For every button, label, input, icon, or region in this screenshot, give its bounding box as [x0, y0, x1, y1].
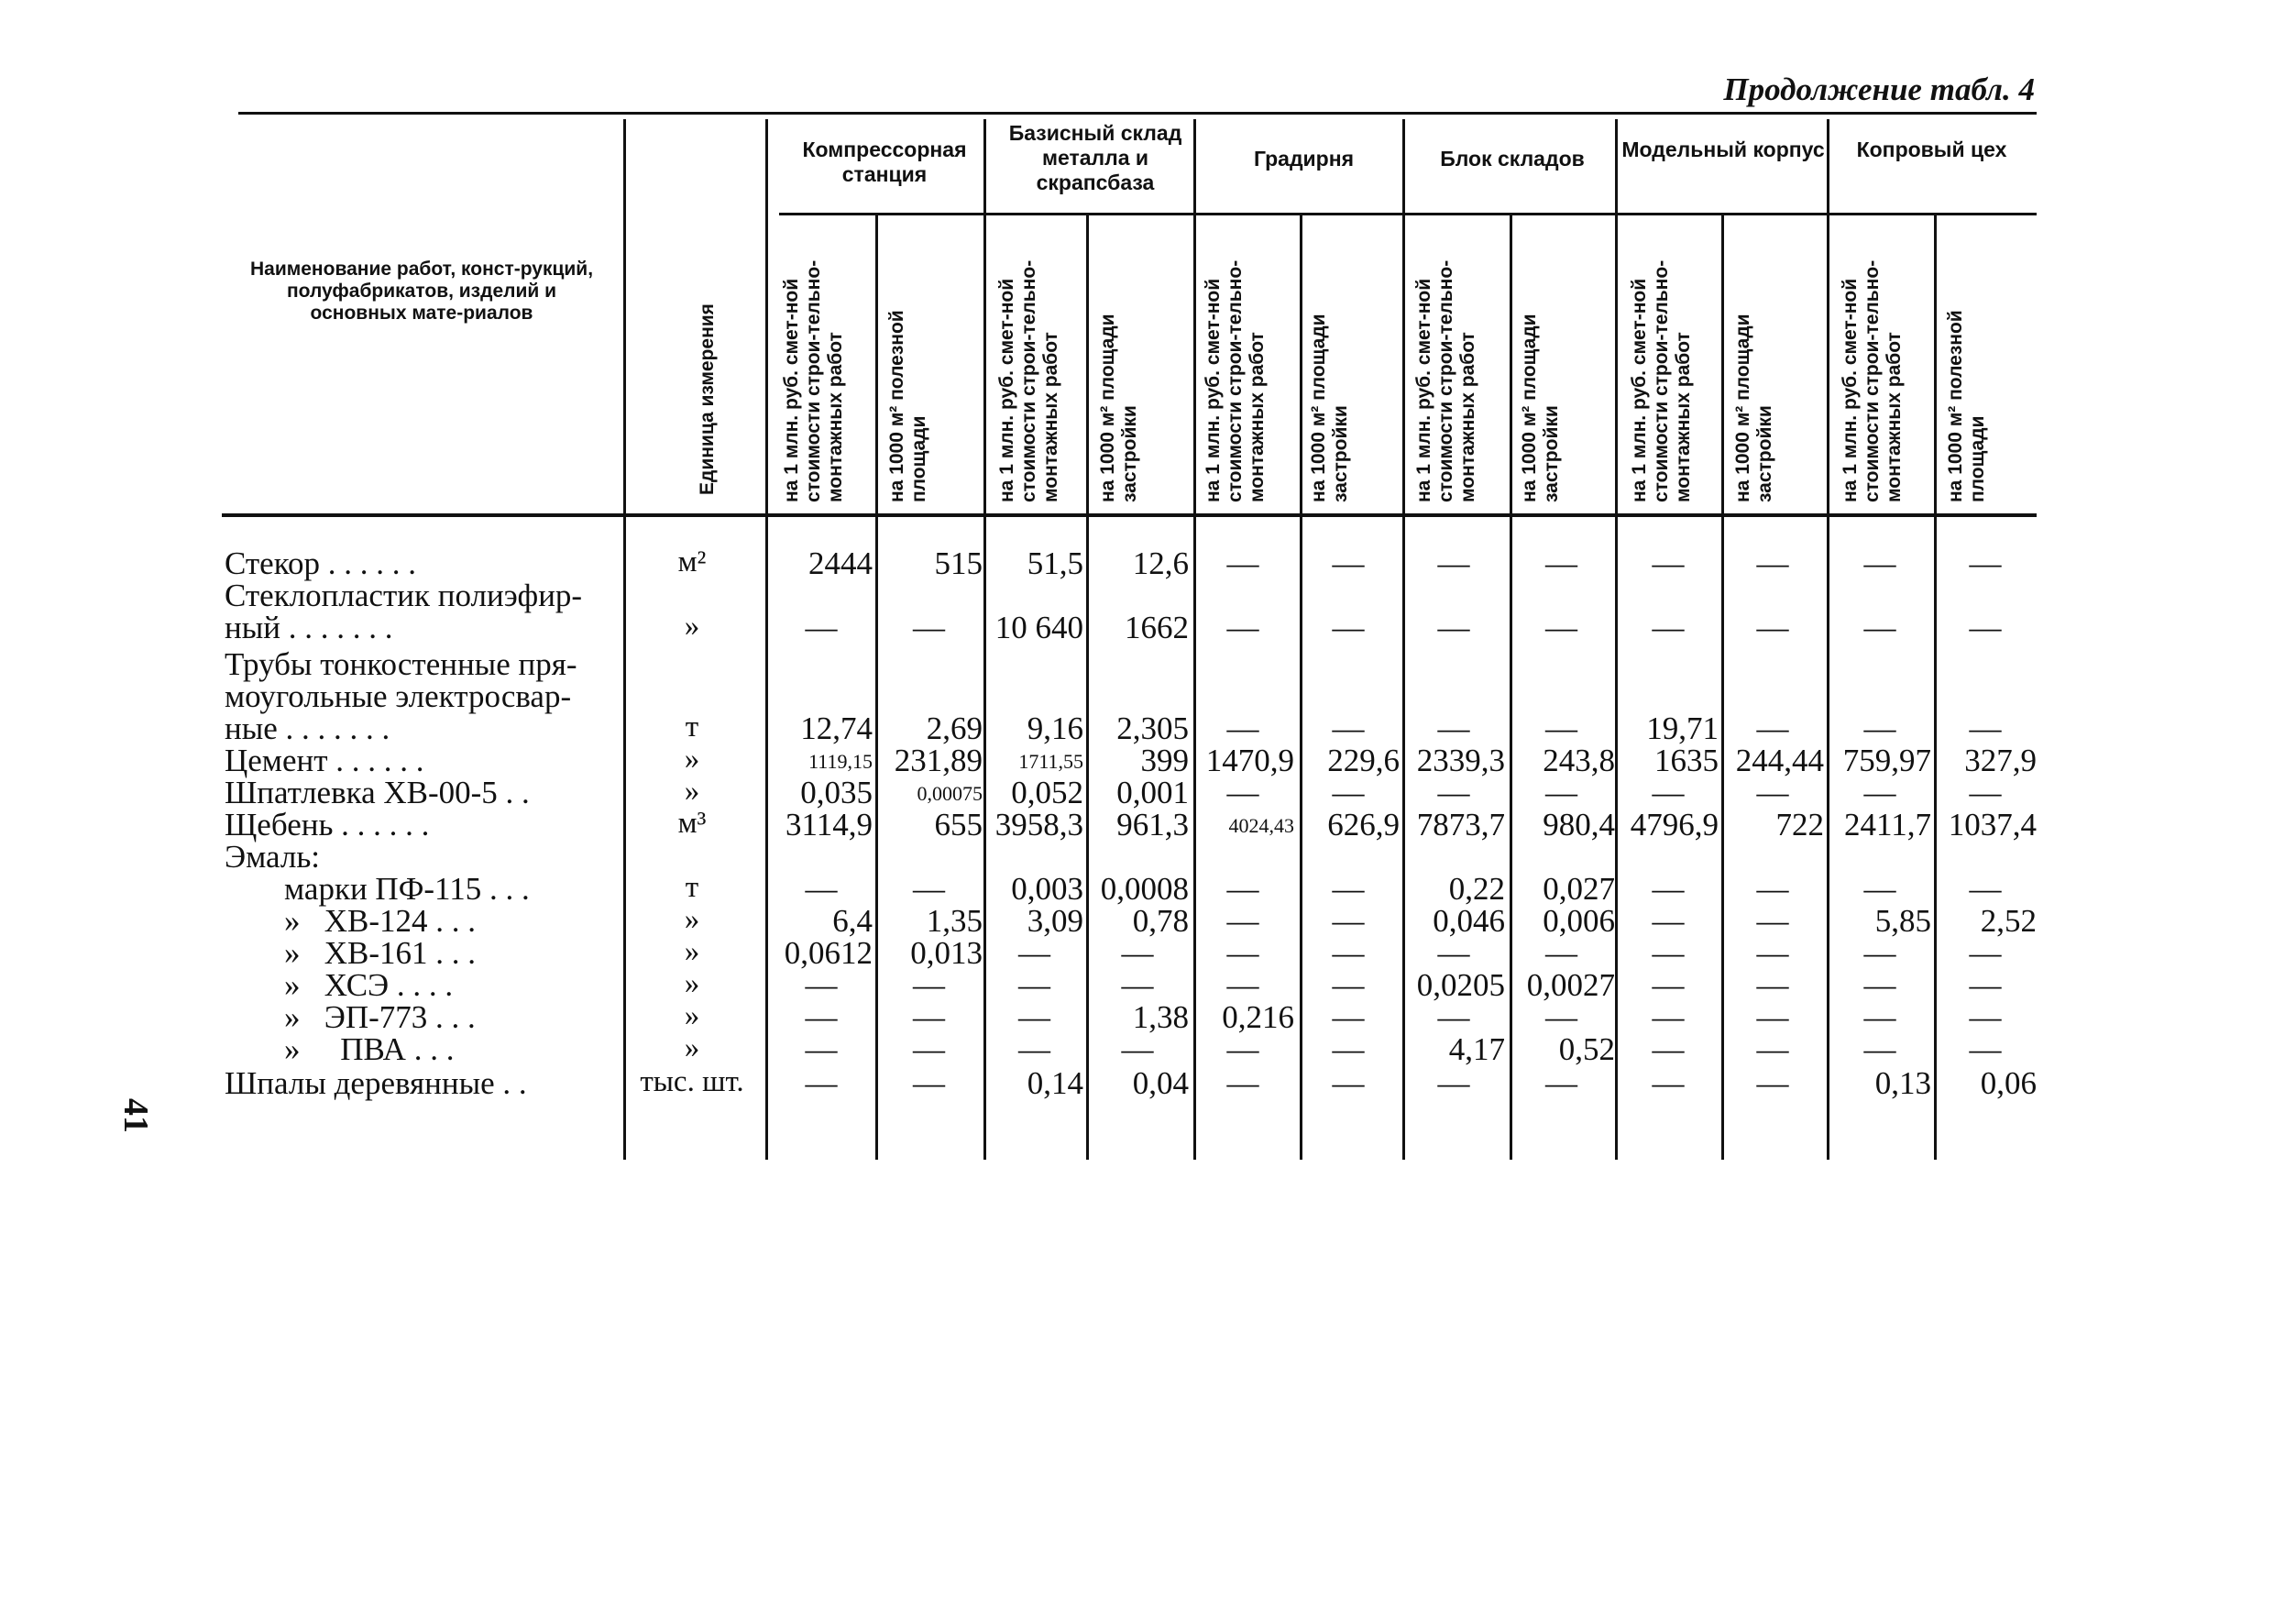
row-name: моугольные электросвар-	[225, 678, 572, 714]
table-cell: —	[1332, 1031, 1365, 1067]
table-cell: —	[1756, 903, 1789, 939]
table-cell: —	[1969, 967, 2002, 1003]
table-cell: —	[1863, 610, 1896, 645]
table-cell: 327,9	[1964, 743, 2037, 778]
sub-header-11: на 1000 м² полезной площади	[1945, 310, 1988, 502]
table-cell: —	[1332, 545, 1365, 581]
table-cell: 2339,3	[1416, 743, 1505, 778]
table-cell: —	[1226, 903, 1259, 939]
table-cell: 9,16	[1027, 710, 1083, 746]
table-cell: —	[1437, 1065, 1470, 1101]
table-cell: 722	[1775, 807, 1824, 843]
table-cell: 1635	[1654, 743, 1719, 778]
table-caption: Продолжение табл. 4	[1723, 72, 2035, 107]
table-cell: —	[1969, 871, 2002, 907]
table-cell: —	[1332, 871, 1365, 907]
table-cell: —	[1863, 999, 1896, 1035]
row-name: Шпатлевка ХВ-00-5 . .	[225, 775, 530, 810]
table-cell: —	[1226, 871, 1259, 907]
unit-column-header: Единица измерения	[697, 303, 718, 495]
table-cell: —	[805, 1065, 838, 1101]
table-cell: —	[1756, 935, 1789, 971]
table-cell: 10 640	[994, 610, 1083, 645]
table-cell: 2,69	[926, 710, 983, 746]
table-cell: 0,13	[1874, 1065, 1931, 1101]
table-cell: 0,78	[1132, 903, 1189, 939]
table-cell: 1037,4	[1948, 807, 2037, 843]
row-unit: »	[684, 743, 700, 776]
table-cell: —	[913, 871, 945, 907]
table-cell: 12,74	[800, 710, 873, 746]
table-cell: 0,0008	[1100, 871, 1189, 907]
table-cell: —	[1437, 610, 1470, 645]
table-cell: —	[1545, 610, 1577, 645]
group-rule	[779, 213, 2037, 215]
table-cell: —	[1226, 710, 1259, 746]
table-cell: —	[1332, 935, 1365, 971]
table-cell: —	[1226, 1031, 1259, 1067]
table-cell: 655	[934, 807, 983, 843]
table-cell: —	[1332, 903, 1365, 939]
table-cell: 0,22	[1448, 871, 1505, 907]
table-cell: —	[1756, 545, 1789, 581]
table-cell: 0,04	[1132, 1065, 1189, 1101]
name-column-header: Наименование работ, конст-рукций, полуфабрикатов, изделий и основных мате-риалов	[249, 259, 594, 324]
table-cell: —	[805, 610, 838, 645]
table-cell: —	[1969, 710, 2002, 746]
row-unit: м³	[677, 807, 707, 840]
table-cell: —	[1226, 545, 1259, 581]
table-cell: —	[1545, 999, 1577, 1035]
group-header-cooling-tower: Градирня	[1253, 147, 1355, 171]
table-cell: —	[1652, 935, 1685, 971]
table-cell: —	[1863, 871, 1896, 907]
table-cell: 2,305	[1116, 710, 1189, 746]
table-cell: 0,00075	[917, 782, 983, 805]
table-cell: —	[1652, 903, 1685, 939]
table-cell: —	[1018, 935, 1050, 971]
table-cell: —	[1018, 999, 1050, 1035]
row-name: » ЭП-773 . . .	[284, 999, 476, 1035]
table-cell: —	[1756, 710, 1789, 746]
group-header-compressor: Компрессорная станция	[802, 138, 967, 186]
sub-header-5: на 1000 м² площади застройки	[1308, 314, 1351, 502]
table-cell: 0,14	[1027, 1065, 1083, 1101]
table-cell: —	[1756, 871, 1789, 907]
row-unit: »	[684, 967, 700, 1000]
table-cell: —	[1437, 710, 1470, 746]
table-cell: —	[805, 999, 838, 1035]
table-cell: 0,0205	[1416, 967, 1505, 1003]
row-name: » ХСЭ . . . .	[284, 967, 454, 1003]
row-name: ный . . . . . . .	[225, 610, 393, 645]
table-cell: 19,71	[1646, 710, 1719, 746]
table-cell: —	[1226, 967, 1259, 1003]
table-cell: —	[1437, 545, 1470, 581]
sub-header-4: на 1 млн. руб. смет-ной стоимости строи-тельно-монтажных работ	[1203, 259, 1268, 502]
table-cell: —	[1652, 545, 1685, 581]
table-cell: 1470,9	[1205, 743, 1294, 778]
row-unit: »	[684, 999, 700, 1032]
table-cell: —	[1226, 1065, 1259, 1101]
table-cell: —	[1863, 545, 1896, 581]
table-cell: —	[1226, 935, 1259, 971]
table-cell: 51,5	[1027, 545, 1083, 581]
group-header-pile-shop: Копровый цех	[1856, 138, 2007, 161]
table-cell: —	[1652, 1031, 1685, 1067]
table-cell: —	[1545, 545, 1577, 581]
table-cell: —	[1652, 610, 1685, 645]
table-cell: —	[1332, 610, 1365, 645]
table-cell: 231,89	[894, 743, 983, 778]
table-cell: —	[1969, 545, 2002, 581]
table-cell: 3114,9	[785, 807, 873, 843]
row-unit: м²	[677, 545, 707, 578]
table-cell: —	[1969, 999, 2002, 1035]
table-cell: —	[1756, 967, 1789, 1003]
table-cell: —	[1545, 1065, 1577, 1101]
table-cell: 399	[1140, 743, 1189, 778]
row-name: Трубы тонкостенные пря-	[225, 646, 577, 682]
table-cell: —	[1756, 1065, 1789, 1101]
table-cell: 7873,7	[1416, 807, 1505, 843]
group-header-warehouse-block: Блок складов	[1440, 147, 1585, 171]
sub-header-0: на 1 млн. руб. смет-ной стоимости строи-тельно-монтажных работ	[781, 259, 846, 502]
sub-header-8: на 1 млн. руб. смет-ной стоимости строи-тельно-монтажных работ	[1629, 259, 1694, 502]
row-unit: »	[684, 775, 700, 808]
table-cell: 0,0027	[1526, 967, 1615, 1003]
table-cell: 0,052	[1011, 775, 1083, 810]
table-cell: 1,38	[1132, 999, 1189, 1035]
table-cell: 5,85	[1874, 903, 1931, 939]
table-cell: 6,4	[832, 903, 873, 939]
table-cell: —	[1756, 1031, 1789, 1067]
table-cell: 0,216	[1222, 999, 1294, 1035]
table-cell: —	[1969, 775, 2002, 810]
table-cell: —	[1332, 710, 1365, 746]
table-cell: 0,035	[800, 775, 873, 810]
table-cell: 515	[934, 545, 983, 581]
table-cell: —	[1226, 610, 1259, 645]
table-cell: —	[1863, 935, 1896, 971]
table-cell: —	[913, 610, 945, 645]
table-cell: 1119,15	[808, 750, 873, 773]
row-unit: »	[684, 1031, 700, 1064]
header-bottom-rule	[222, 513, 2037, 517]
row-name: Стекор . . . . . .	[225, 545, 416, 581]
table-cell: 0,006	[1543, 903, 1615, 939]
table-cell: 0,0612	[784, 935, 873, 971]
table-cell: —	[1332, 1065, 1365, 1101]
table-cell: 759,97	[1842, 743, 1931, 778]
table-cell: 0,046	[1433, 903, 1505, 939]
table-cell: —	[1545, 935, 1577, 971]
table-cell: —	[1863, 1031, 1896, 1067]
table-cell: 626,9	[1327, 807, 1400, 843]
table-cell: —	[1756, 999, 1789, 1035]
row-name: » ХВ-124 . . .	[284, 903, 477, 939]
table-cell: 0,001	[1116, 775, 1189, 810]
table-cell: —	[1652, 775, 1685, 810]
column-rule	[765, 119, 768, 1160]
table-cell: 0,013	[910, 935, 983, 971]
sub-header-6: на 1 млн. руб. смет-ной стоимости строи-тельно-монтажных работ	[1413, 259, 1478, 502]
table-cell: —	[1332, 999, 1365, 1035]
table-cell: —	[1018, 1031, 1050, 1067]
table-cell: —	[1969, 610, 2002, 645]
row-name: ные . . . . . . .	[225, 710, 390, 746]
group-header-metal-warehouse: Базисный склад металла и скрапсбаза	[1008, 121, 1182, 194]
table-cell: 3,09	[1027, 903, 1083, 939]
table-cell: 1711,55	[1018, 750, 1083, 773]
table-cell: —	[1756, 775, 1789, 810]
table-cell: 244,44	[1735, 743, 1824, 778]
row-name: Эмаль:	[225, 839, 321, 875]
row-name: » ПВА . . .	[284, 1031, 455, 1067]
row-name: Щебень . . . . . .	[225, 807, 430, 843]
table-cell: —	[1863, 775, 1896, 810]
table-cell: —	[913, 999, 945, 1035]
table-cell: 2,52	[1980, 903, 2037, 939]
table-cell: —	[1969, 1031, 2002, 1067]
table-cell: 980,4	[1543, 807, 1615, 843]
table-cell: 1662	[1125, 610, 1189, 645]
row-unit: тыс. шт.	[640, 1065, 744, 1098]
table-cell: 3958,3	[994, 807, 1083, 843]
table-cell: —	[1437, 775, 1470, 810]
row-unit: т	[685, 710, 699, 743]
table-cell: —	[913, 1031, 945, 1067]
table-cell: —	[1226, 775, 1259, 810]
top-rule	[238, 112, 2037, 115]
table-cell: —	[1121, 935, 1154, 971]
table-cell: 1,35	[926, 903, 983, 939]
table-cell: —	[1969, 935, 2002, 971]
row-name: марки ПФ-115 . . .	[284, 871, 530, 907]
table-cell: —	[1121, 967, 1154, 1003]
sub-header-1: на 1000 м² полезной площади	[886, 310, 929, 502]
table-cell: —	[913, 1065, 945, 1101]
table-cell: —	[1652, 967, 1685, 1003]
table-cell: 0,52	[1558, 1031, 1615, 1067]
sub-header-3: на 1000 м² площади застройки	[1097, 314, 1140, 502]
table-cell: 0,06	[1980, 1065, 2037, 1101]
table-cell: 0,003	[1011, 871, 1083, 907]
row-unit: »	[684, 903, 700, 936]
table-cell: —	[1332, 775, 1365, 810]
table-cell: —	[1545, 775, 1577, 810]
sub-header-2: на 1 млн. руб. смет-ной стоимости строи-тельно-монтажных работ	[996, 259, 1061, 502]
table-cell: —	[1332, 967, 1365, 1003]
table-cell: —	[805, 871, 838, 907]
table-cell: —	[1121, 1031, 1154, 1067]
group-header-model-building: Модельный корпус	[1621, 138, 1825, 161]
row-unit: т	[685, 871, 699, 904]
table-cell: —	[1545, 710, 1577, 746]
table-cell: —	[805, 967, 838, 1003]
table-cell: 2444	[808, 545, 873, 581]
table-cell: 2411,7	[1844, 807, 1931, 843]
table-cell: 12,6	[1132, 545, 1189, 581]
table-cell: 4796,9	[1630, 807, 1719, 843]
table-cell: —	[1863, 967, 1896, 1003]
table-cell: 961,3	[1116, 807, 1189, 843]
row-name: Шпалы деревянные . .	[225, 1065, 527, 1101]
table-cell: 243,8	[1543, 743, 1615, 778]
sub-header-7: на 1000 м² площади застройки	[1519, 314, 1562, 502]
row-name: Цемент . . . . . .	[225, 743, 424, 778]
table-cell: —	[1437, 999, 1470, 1035]
row-name: » ХВ-161 . . .	[284, 935, 477, 971]
table-cell: —	[913, 967, 945, 1003]
row-unit: »	[684, 935, 700, 968]
table-cell: 4,17	[1448, 1031, 1505, 1067]
table-cell: 0,027	[1543, 871, 1615, 907]
table-cell: —	[1652, 999, 1685, 1035]
table-cell: 4024,43	[1228, 814, 1294, 837]
table-cell: —	[1756, 610, 1789, 645]
page-number: 41	[116, 1098, 155, 1133]
row-name: Стеклопластик полиэфир-	[225, 578, 583, 613]
sub-header-10: на 1 млн. руб. смет-ной стоимости строи-тельно-монтажных работ	[1840, 259, 1905, 502]
sub-header-9: на 1000 м² площади застройки	[1732, 314, 1775, 502]
table-cell: —	[1652, 1065, 1685, 1101]
row-unit: »	[684, 610, 700, 643]
table-cell: —	[1018, 967, 1050, 1003]
table-cell: 229,6	[1327, 743, 1400, 778]
table-cell: —	[1863, 710, 1896, 746]
table-cell: —	[1437, 935, 1470, 971]
table-cell: —	[1652, 871, 1685, 907]
table-cell: —	[805, 1031, 838, 1067]
